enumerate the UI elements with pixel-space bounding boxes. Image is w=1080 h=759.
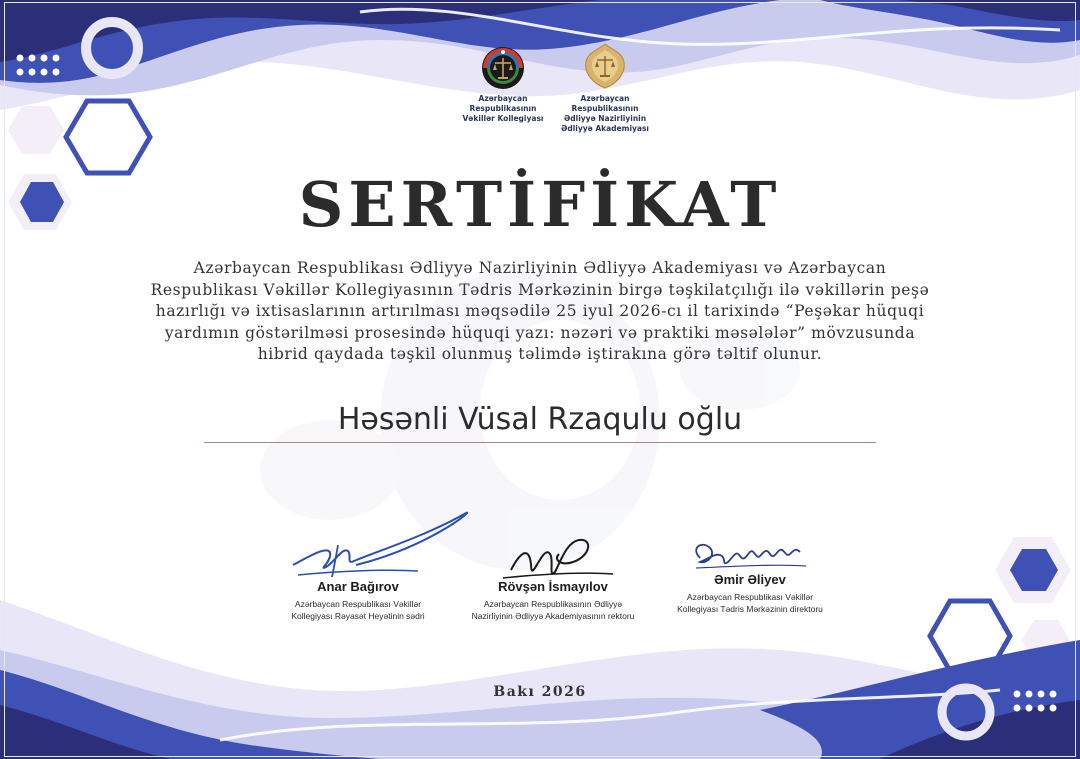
- signature-image: [630, 518, 870, 578]
- signatory-block: [630, 518, 870, 615]
- bar-association-name-line: Azərbaycan: [478, 94, 528, 103]
- justice-academy-name: [552, 94, 658, 134]
- place-and-date: Bakı 2026: [493, 684, 587, 700]
- justice-academy-name-line: Ədliyyə Akademiyası: [560, 124, 650, 133]
- justice-academy-emblem-icon: [582, 42, 628, 90]
- signatory-role-line: Nazirliyinin Ədliyyə Akademiyasının rektoru: [471, 611, 635, 621]
- justice-academy-name-line: Ədliyyə Nazirliyinin: [563, 114, 647, 123]
- bottom-wave-band: [0, 600, 1080, 759]
- bar-association-name-line: Respublikasının: [469, 104, 537, 113]
- signatory-role-line: Azərbaycan Respublikası Vəkillər: [686, 592, 814, 602]
- justice-academy-name-line: Azərbaycan: [580, 94, 630, 103]
- signatory-role-line: Kollegiyası Tədris Mərkəzinin direktoru: [677, 604, 823, 614]
- signatory-name: Əmir Əliyev: [714, 572, 786, 587]
- justice-academy-logo: [552, 42, 658, 134]
- bar-association-logo: [440, 46, 566, 124]
- recipient-underline: [204, 442, 876, 443]
- bar-association-name-line: Vəkillər Kollegiyası: [462, 114, 544, 123]
- bar-association-name: [440, 94, 566, 124]
- signatory-role-line: Azərbaycan Respublikası Vəkillər: [294, 599, 422, 609]
- body-text-line: Azərbaycan Respublikası Ədliyyə Nazirliyinin Ədliyyə Akademiyası və Azərbaycan: [193, 259, 887, 277]
- recipient-name: Həsənli Vüsal Rzaqulu oğlu: [337, 402, 743, 437]
- signatory-role-line: Azərbaycan Respublikasının Ədliyyə: [483, 599, 623, 609]
- signatory-role-line: Kollegiyası Rəyasət Heyətinin sədri: [291, 611, 425, 621]
- signatory-name: Anar Bağırov: [317, 579, 399, 594]
- certificate-body-text: [95, 258, 985, 366]
- body-text-line: yardımın göstərilməsi prosesində hüquqi yazı: nəzəri və praktiki məsələlər” mövzusunda: [164, 323, 916, 342]
- bar-association-emblem-icon: [481, 46, 525, 90]
- body-text-line: Respublikası Vəkillər Kollegiyasının Tədris Mərkəzinin birgə təşkilatçılığı ilə vəkillərin peşə: [150, 280, 930, 299]
- signatory-name: Rövşən İsmayılov: [498, 579, 608, 594]
- body-text-line: hazırlığı və ixtisaslarının artırılması məqsədilə 25 iyul 2026-cı il tarixində “Peşəkar hüquqi: [155, 302, 925, 320]
- justice-academy-name-line: Respublikasının: [571, 104, 639, 113]
- certificate-title: SERTİFİKAT: [298, 168, 782, 241]
- body-text-line: hibrid qaydada təşkil olunmuş təlimdə iştirakına görə təltif olunur.: [257, 345, 823, 363]
- signatory-role: [630, 591, 870, 615]
